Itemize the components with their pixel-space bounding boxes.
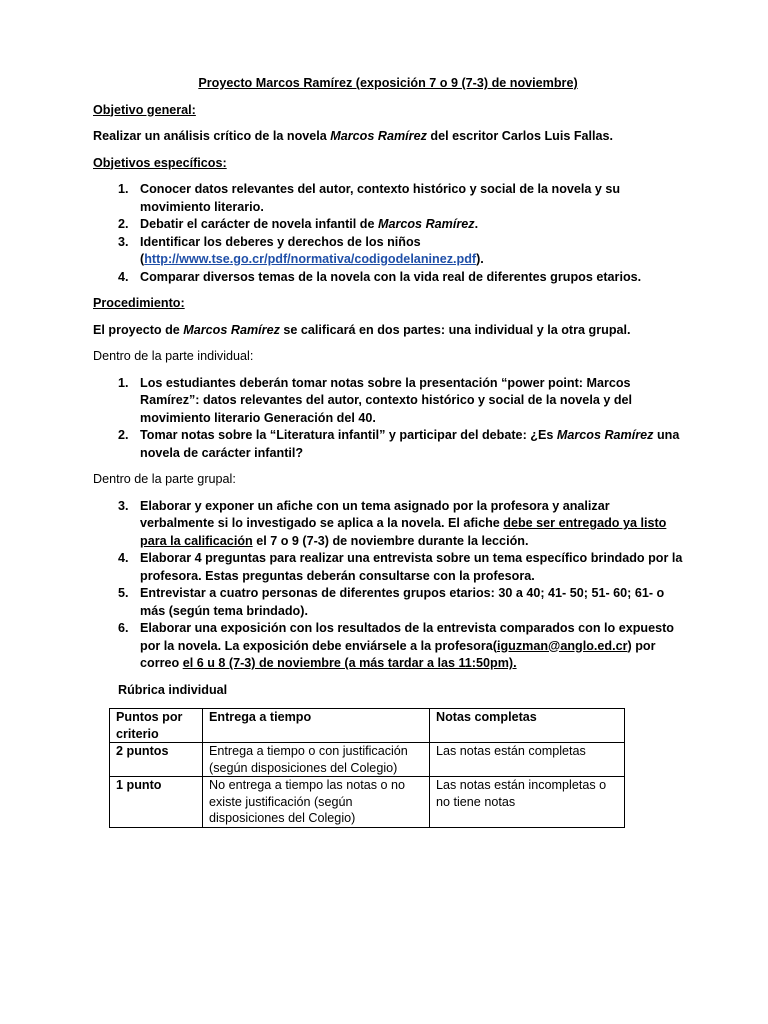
table-cell: Entrega a tiempo o con justificación (según disposiciones del Colegio) xyxy=(203,743,430,777)
objetivo-general-heading: Objetivo general: xyxy=(93,102,196,117)
procedimiento-intro: El proyecto de Marcos Ramírez se calificará en dos partes: una individual y la otra grupal. xyxy=(93,322,631,337)
document-title: Proyecto Marcos Ramírez (exposición 7 o 9 (7-3) de noviembre) xyxy=(198,76,578,90)
table-header-row xyxy=(110,709,625,743)
objetivos-especificos-list xyxy=(93,181,683,286)
table-cell: No entrega a tiempo las notas o no existe justificación (según disposiciones del Colegio) xyxy=(203,777,430,828)
table-cell: 1 punto xyxy=(110,777,203,828)
table-cell: Las notas están incompletas o no tiene notas xyxy=(430,777,625,828)
procedimiento-heading: Procedimiento: xyxy=(93,296,185,310)
list-item: 4. Comparar diversos temas de la novela con la vida real de diferentes grupos etarios. xyxy=(118,269,642,284)
table-row xyxy=(110,777,625,828)
codigo-ninez-link[interactable]: http://www.tse.go.cr/pdf/normativa/codigodelaninez.pdf xyxy=(144,252,477,266)
grupal-label: Dentro de la parte grupal: xyxy=(93,472,236,486)
table-cell: Las notas están completas xyxy=(430,743,625,777)
list-item: 2. Debatir el carácter de novela infantil de Marcos Ramírez. xyxy=(118,217,479,231)
list-item: 5. Entrevistar a cuatro personas de diferentes grupos etarios: 30 a 40; 41- 50; 51- 60; 61- o más (según tema brindado). xyxy=(118,586,665,618)
table-row xyxy=(110,743,625,777)
list-item: 3. Elaborar y exponer un afiche con un tema asignado por la profesora y analizar verbalmente si lo investigado se aplica a la novela. El afiche debe ser entregado ya listo para la calificación el 7 o 9 (7-3) de noviembre durante la lección. xyxy=(118,498,667,548)
list-item: 4. Elaborar 4 preguntas para realizar una entrevista sobre un tema específico brindado por la profesora. Estas preguntas deberán consultarse con la profesora. xyxy=(118,551,683,583)
list-item: 3. Identificar los deberes y derechos de los niños (http://www.tse.go.cr/pdf/normativa/codigodelaninez.pdf). xyxy=(118,234,484,266)
rubrica-title: Rúbrica individual xyxy=(118,682,228,697)
rubrica-table xyxy=(109,708,625,828)
document-body xyxy=(93,75,683,828)
table-header-cell: Entrega a tiempo xyxy=(203,709,430,743)
table-header-cell: Puntos por criterio xyxy=(110,709,203,743)
list-item: 1. Conocer datos relevantes del autor, contexto histórico y social de la novela y su movimiento literario. xyxy=(118,182,621,214)
table-header-cell: Notas completas xyxy=(430,709,625,743)
list-item: 6. Elaborar una exposición con los resultados de la entrevista comparados con lo expuesto por la novela. La exposición debe enviársele a la profesora(iguzman@anglo.ed.cr) por correo el 6 u 8 (7-3) de noviembre (a más tardar a las 11:50pm). xyxy=(118,621,674,670)
list-item: 2. Tomar notas sobre la “Literatura infantil” y participar del debate: ¿Es Marcos Ramírez una novela de carácter infantil? xyxy=(118,428,680,460)
table-cell: 2 puntos xyxy=(110,743,203,777)
objetivo-general-text: Realizar un análisis crítico de la novela Marcos Ramírez del escritor Carlos Luis Fallas. xyxy=(93,129,614,143)
grupal-list xyxy=(93,498,683,673)
objetivos-especificos-heading: Objetivos específicos: xyxy=(93,155,227,170)
individual-list xyxy=(93,375,683,463)
individual-label: Dentro de la parte individual: xyxy=(93,349,254,363)
profesora-email-link[interactable]: iguzman@anglo.ed.cr xyxy=(496,638,628,653)
list-item: 1. Los estudiantes deberán tomar notas sobre la presentación “power point: Marcos Ramírez”: datos relevantes del autor, contexto histórico y social de la novela y del movimiento literario Generación del 40. xyxy=(118,375,633,425)
